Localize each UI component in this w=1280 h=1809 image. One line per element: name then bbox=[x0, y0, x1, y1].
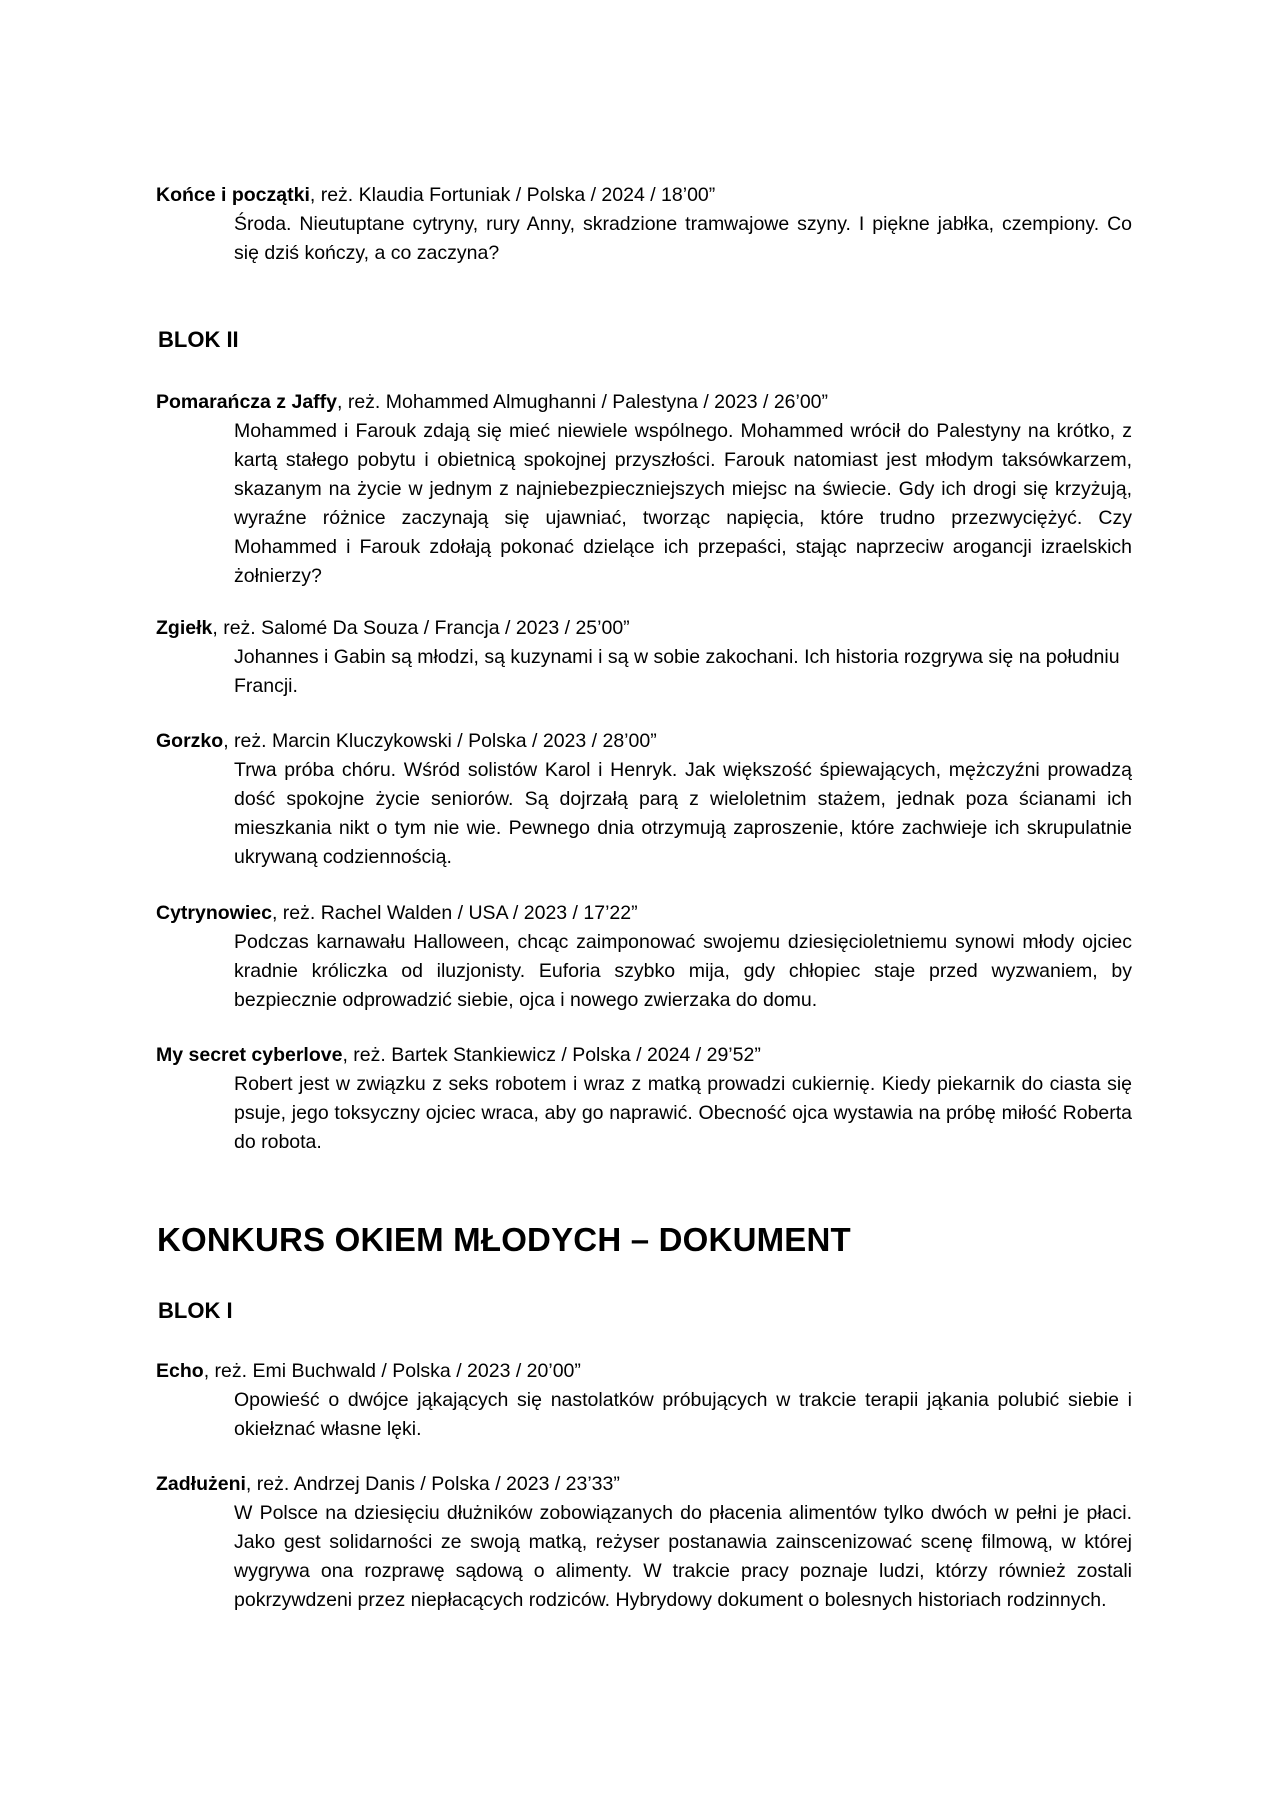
film-header bbox=[156, 1470, 1132, 1499]
film-entry bbox=[156, 1357, 1132, 1444]
film-header bbox=[156, 614, 1132, 643]
film-entry bbox=[156, 388, 1132, 591]
film-title: Pomarańcza z Jaffy bbox=[156, 391, 337, 413]
film-description: Robert jest w związku z seks robotem i wraz z matką prowadzi cukiernię. Kiedy piekarnik do ciasta się psuje, jego toksyczny ojciec wraca, aby go naprawić. Obecność ojca wystawia na próbę miłość Roberta do robota. bbox=[234, 1073, 1132, 1153]
film-description: Środa. Nieutuptane cytryny, rury Anny, skradzione tramwajowe szyny. I piękne jabłka, czempiony. Co się dziś kończy, a co zaczyna? bbox=[234, 213, 1132, 264]
film-description: Johannes i Gabin są młodzi, są kuzynami i są w sobie zakochani. Ich historia rozgrywa się na południu Francji. bbox=[234, 646, 1120, 697]
film-title: Zadłużeni bbox=[156, 1473, 246, 1495]
block-heading: BLOK II bbox=[158, 327, 239, 352]
film-entry bbox=[156, 899, 1132, 1015]
film-description: Trwa próba chóru. Wśród solistów Karol i Henryk. Jak większość śpiewających, mężczyźni prowadzą dość spokojne życie seniorów. Są dojrzałą parą z wieloletnim stażem, jednak poza ścianami ich mieszkania nikt o tym nie wie. Pewnego dnia otrzymują zaproszenie, które zachwieje ich skrupulatnie ukrywaną codziennością. bbox=[234, 759, 1132, 868]
film-entry bbox=[156, 181, 1132, 268]
section-heading: KONKURS OKIEM MŁODYCH – DOKUMENT bbox=[157, 1221, 851, 1258]
film-header bbox=[156, 1357, 1132, 1386]
film-header bbox=[156, 181, 1132, 210]
film-header bbox=[156, 899, 1132, 928]
film-header bbox=[156, 727, 1132, 756]
film-title: Gorzko bbox=[156, 730, 224, 752]
film-meta: , reż. Rachel Walden / USA / 2023 / 17’22” bbox=[271, 902, 638, 924]
film-meta: , reż. Salomé Da Souza / Francja / 2023 / 25’00” bbox=[212, 617, 630, 639]
film-header bbox=[156, 1041, 1132, 1070]
film-header bbox=[156, 388, 1132, 417]
film-meta: , reż. Marcin Kluczykowski / Polska / 2023 / 28’00” bbox=[223, 730, 657, 752]
film-entry bbox=[156, 1041, 1132, 1157]
film-description: Opowieść o dwójce jąkających się nastolatków próbujących w trakcie terapii jąkania polubić siebie i okiełznać własne lęki. bbox=[234, 1389, 1132, 1440]
film-title: Echo bbox=[156, 1360, 204, 1382]
film-meta: , reż. Emi Buchwald / Polska / 2023 / 20’00” bbox=[203, 1360, 581, 1382]
film-title: Zgiełk bbox=[156, 617, 213, 639]
film-description: W Polsce na dziesięciu dłużników zobowiązanych do płacenia alimentów tylko dwóch w pełni je płaci. Jako gest solidarności ze swoją matką, reżyser postanawia zainscenizować scenę filmową, w której wygrywa ona rozprawę sądową o alimenty. W trakcie pracy poznaje ludzi, którzy również zostali pokrzywdzeni przez niepłacących rodziców. Hybrydowy dokument o bolesnych historiach rodzinnych. bbox=[234, 1502, 1132, 1611]
film-entry bbox=[156, 727, 1132, 872]
film-title: Cytrynowiec bbox=[156, 902, 272, 924]
film-meta: , reż. Andrzej Danis / Polska / 2023 / 23’33” bbox=[245, 1473, 620, 1495]
film-title: Końce i początki bbox=[156, 184, 310, 206]
block-heading: BLOK I bbox=[158, 1298, 233, 1323]
film-description: Mohammed i Farouk zdają się mieć niewiele wspólnego. Mohammed wrócił do Palestyny na krótko, z kartą stałego pobytu i obietnicą spokojnej przyszłości. Farouk natomiast jest młodym taksówkarzem, skazanym na życie w jednym z najniebezpieczniejszych miejsc na świecie. Gdy ich drogi się krzyżują, wyraźne różnice zaczynają się ujawniać, tworząc napięcia, które trudno przezwyciężyć. Czy Mohammed i Farouk zdołają pokonać dzielące ich przepaści, stając naprzeciw arogancji izraelskich żołnierzy? bbox=[234, 420, 1132, 587]
film-description: Podczas karnawału Halloween, chcąc zaimponować swojemu dziesięcioletniemu synowi młody ojciec kradnie króliczka od iluzjonisty. Euforia szybko mija, gdy chłopiec staje przed wyzwaniem, by bezpiecznie odprowadzić siebie, ojca i nowego zwierzaka do domu. bbox=[234, 931, 1132, 1011]
film-title: My secret cyberlove bbox=[156, 1044, 343, 1066]
film-entry bbox=[156, 1470, 1132, 1615]
film-meta: , reż. Mohammed Almughanni / Palestyna / 2023 / 26’00” bbox=[337, 391, 829, 413]
film-entry bbox=[156, 614, 1132, 701]
film-meta: , reż. Klaudia Fortuniak / Polska / 2024 / 18’00” bbox=[309, 184, 716, 206]
film-meta: , reż. Bartek Stankiewicz / Polska / 2024 / 29’52” bbox=[342, 1044, 761, 1066]
